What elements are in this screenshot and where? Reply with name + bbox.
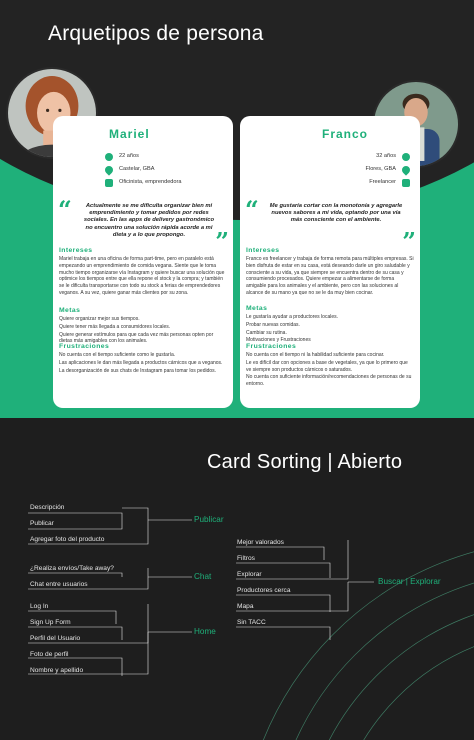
- open-quote-icon: “: [58, 195, 72, 224]
- group-label-buscar-explorar: Buscar | Explorar: [378, 577, 441, 586]
- frustration-item: Las aplicaciones le dan más llegada a productos cárnicos que a veganos.: [59, 359, 223, 366]
- frustration-item: Le es difícil dar con opciones a base de vegetales, ya que lo primero que ve siempre son productos cárnicos o saturados.: [246, 359, 408, 373]
- sort-card: Mejor valorados: [237, 539, 284, 546]
- persona-location: Castelar, GBA: [119, 165, 155, 172]
- sort-card: Productores cerca: [237, 587, 291, 594]
- section-heading: Metas: [59, 307, 81, 314]
- page-title: Arquetipos de persona: [48, 22, 264, 45]
- open-quote-icon: “: [245, 195, 259, 224]
- goal-item: Le gustaría ayudar a productores locales.: [246, 314, 338, 321]
- interests-text: Franco es freelancer y trabaja de forma remota para múltiples empresas. Si bien disfruta de estar en su casa, está deseando darle un giro saludable y consciente a su vida, ya que siempre se encuentra dentro de su casa y consumiendo procesados. Quiere empezar a alimentarse de forma amigable para los animales y el ambiente, pero con las soluciones al alcance de su mano ya que no se le da muy bien cocinar.: [246, 256, 414, 296]
- persona-job: Oficinista, emprendedora: [119, 178, 182, 185]
- quote-text: Actualmente se me dificulta organizar bien mi emprendimiento y tomar pedidos por redes sociales. En las apps de delivery gastronómico no encuentro una solución rápida acorde a mi dieta y a lo que propongo.: [83, 203, 215, 238]
- sort-card: Log In: [30, 603, 49, 610]
- group-label-home: Home: [194, 627, 216, 636]
- sort-card: Explorar: [237, 571, 262, 578]
- section-heading: Frustraciones: [59, 343, 110, 350]
- persona-age: 32 años: [376, 152, 396, 159]
- sort-card: Filtros: [237, 555, 255, 562]
- card-sorting-title: Card Sorting | Abierto: [207, 451, 403, 473]
- group-label-publicar: Publicar: [194, 515, 224, 524]
- section-heading: Intereses: [246, 247, 280, 254]
- sort-card: Publicar: [30, 520, 54, 527]
- close-quote-icon: ”: [402, 227, 416, 256]
- sort-card: ¿Realiza envíos/Take away?: [30, 565, 114, 572]
- quote-text: Me gustaría cortar con la monotonía y agregarle nuevos sabores a mi vida, optando por una vía más consciente con el ambiente.: [269, 203, 403, 224]
- interests-text: Mariel trabaja en una oficina de forma part-time, pero en paralelo está empezando un emprendimiento de comida vegana. Siente que le toma mucho tiempo organizarse vía Instagram y quiere buscar una solución que optimice los tiempos entre que ella repone el stock y la compra; y también se le dificulta transportarse con todo su stock a ferias de emprendedores veganos. A su vez, quiere ganar más clientes por su zona.: [59, 256, 225, 296]
- persona-age: 22 años: [119, 152, 139, 159]
- section-heading: Intereses: [59, 247, 93, 254]
- sort-card: Perfil del Usuario: [30, 635, 81, 642]
- goal-item: Probar nuevas comidas.: [246, 321, 300, 328]
- goal-item: Quiere tener más llegada a consumidores locales.: [59, 323, 171, 330]
- sort-card: Sign Up Form: [30, 619, 71, 626]
- sort-card: Agregar foto del producto: [30, 536, 105, 543]
- persona-name: Franco: [322, 127, 369, 141]
- sort-card: Mapa: [237, 603, 254, 610]
- section-heading: Metas: [246, 305, 268, 312]
- group-label-chat: Chat: [194, 572, 212, 581]
- close-quote-icon: ”: [215, 227, 229, 256]
- goal-item: Quiere organizar mejor sus tiempos.: [59, 316, 140, 323]
- sort-card: Sin TACC: [237, 619, 266, 626]
- frustration-item: La desorganización de sus chats de Instagram para tomar los pedidos.: [59, 367, 217, 374]
- sort-card: Descripción: [30, 504, 65, 511]
- frustration-item: No cuenta con el tiempo suficiente como le gustaría.: [59, 352, 176, 359]
- persona-location: Flores, GBA: [365, 165, 396, 172]
- sort-card: Nombre y apellido: [30, 667, 84, 674]
- section-heading: Frustraciones: [246, 343, 297, 350]
- sort-card: Foto de perfil: [30, 651, 69, 658]
- persona-job: Freelancer: [369, 178, 396, 185]
- frustration-item: No cuenta con el tiempo ni la habilidad suficiente para cocinar.: [246, 352, 385, 359]
- goal-item: Quiere generar estímulos para que cada vez más personas opten por dietas más amigables con los animales.: [59, 331, 214, 345]
- sort-card: Chat entre usuarios: [30, 581, 88, 588]
- goal-item: Motivaciones y Frustraciones: [246, 337, 311, 344]
- persona-name: Mariel: [109, 127, 150, 141]
- frustration-item: No cuenta con suficiente información/recomendaciones de personas de su entorno.: [246, 374, 412, 388]
- goal-item: Cambiar su rutina.: [246, 329, 287, 336]
